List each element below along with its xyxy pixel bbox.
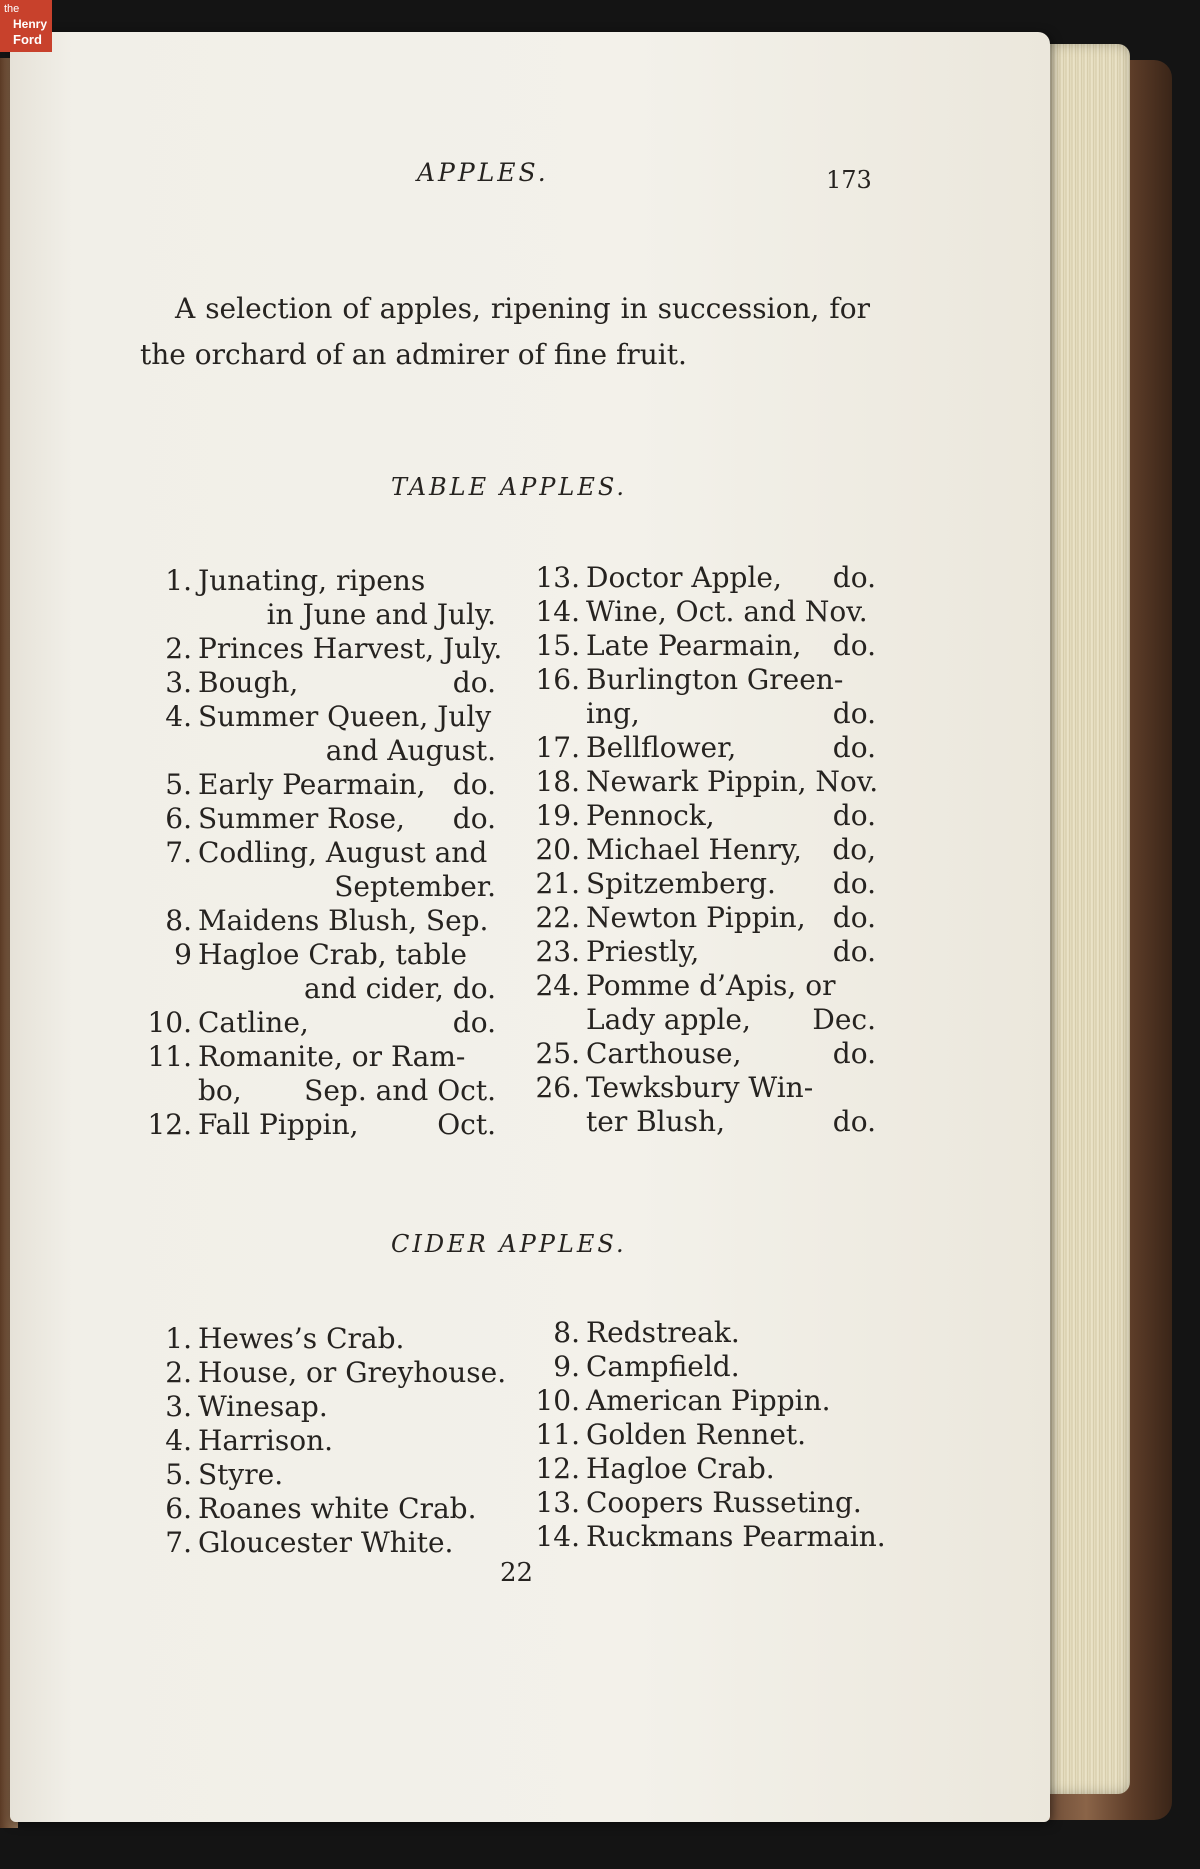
entry-number: 10.: [535, 1384, 580, 1417]
logo-ford: Ford: [13, 32, 42, 47]
entry-number: 26.: [535, 1071, 580, 1104]
list-item: [528, 1003, 876, 1037]
entry-right-text: do.: [832, 799, 876, 832]
entry-text: Golden Rennet.: [586, 1418, 807, 1451]
entry-number: 7.: [165, 1526, 192, 1559]
intro-line-1: A selection of apples, ripening in succession, for: [175, 292, 870, 325]
list-item: [140, 598, 496, 632]
list-item: [140, 836, 496, 870]
entry-number: 3.: [165, 1390, 192, 1423]
signature-mark: 22: [500, 1558, 534, 1588]
entry-text: Hagloe Crab.: [586, 1452, 775, 1485]
list-item: [140, 1006, 496, 1040]
entry-number: 2.: [165, 1356, 192, 1389]
list-item: [528, 595, 876, 629]
page-number: 173: [826, 166, 872, 194]
list-item: [140, 1108, 496, 1142]
entry-right-text: do.: [832, 629, 876, 662]
entry-right-text: do.: [832, 1037, 876, 1070]
entry-number: 16.: [535, 663, 580, 696]
entry-text: Bellflower,: [586, 731, 737, 764]
list-item: [528, 867, 876, 901]
entry-number: 4.: [165, 1424, 192, 1457]
entry-right-text: do.: [832, 731, 876, 764]
entry-number: 8.: [553, 1316, 580, 1349]
list-item: [528, 1452, 898, 1486]
entry-right-text: do.: [832, 867, 876, 900]
entry-number: 25.: [535, 1037, 580, 1070]
entry-number: 20.: [535, 833, 580, 866]
entry-text: Priestly,: [586, 935, 700, 968]
list-item: [140, 1074, 496, 1108]
list-item: [528, 901, 876, 935]
entry-text: Junating, ripens: [198, 564, 426, 597]
list-item: [140, 666, 496, 700]
list-item: [528, 1486, 898, 1520]
entry-text: Late Pearmain,: [586, 629, 802, 662]
entry-right-text: do.: [452, 802, 496, 835]
list-item: [140, 1322, 520, 1356]
entry-right-text: and cider, do.: [304, 972, 496, 1005]
entry-number: 14.: [535, 1520, 580, 1553]
logo-henry: Henry: [13, 17, 48, 31]
list-item: [528, 1316, 898, 1350]
list-item: [528, 663, 876, 697]
entry-text: Hagloe Crab, table: [198, 938, 467, 971]
intro-line-2: the orchard of an admirer of fine fruit.: [140, 338, 687, 371]
table-apples-right-column: [528, 561, 879, 1139]
entry-right-text: in June and July.: [266, 598, 496, 631]
list-item: [528, 765, 879, 799]
entry-number: 22.: [535, 901, 580, 934]
list-item: [140, 1390, 520, 1424]
cider-apples-heading: CIDER APPLES.: [391, 1230, 627, 1258]
entry-number: 19.: [535, 799, 580, 832]
entry-text: Catline,: [198, 1006, 309, 1039]
entry-text: Codling, August and: [198, 836, 488, 869]
list-item: [528, 629, 876, 663]
entry-text: Summer Rose,: [198, 802, 405, 835]
entry-number: 3.: [165, 666, 192, 699]
running-head: APPLES.: [417, 158, 549, 187]
list-item: [528, 833, 876, 867]
cider-apples-left-column: [140, 1322, 520, 1560]
list-item: [140, 1424, 520, 1458]
entry-number: 11.: [147, 1040, 192, 1073]
entry-text: Romanite, or Ram-: [198, 1040, 466, 1073]
entry-text: Harrison.: [198, 1424, 333, 1457]
list-item: [528, 1520, 898, 1554]
list-item: [140, 1492, 520, 1526]
list-item: [140, 870, 496, 904]
list-item: [528, 935, 876, 969]
entry-text: Maidens Blush, Sep.: [198, 904, 489, 937]
entry-number: 17.: [535, 731, 580, 764]
list-item: [528, 1350, 898, 1384]
entry-text: Coopers Russeting.: [586, 1486, 862, 1519]
entry-number: 15.: [535, 629, 580, 662]
entry-right-text: do.: [832, 561, 876, 594]
list-item: [528, 731, 876, 765]
list-item: [528, 799, 876, 833]
entry-text: Summer Queen, July: [198, 700, 492, 733]
list-item: [140, 734, 496, 768]
entry-right-text: do.: [832, 935, 876, 968]
entry-number: 24.: [535, 969, 580, 1002]
entry-right-text: Dec.: [812, 1003, 876, 1036]
entry-number: 21.: [535, 867, 580, 900]
entry-text: Gloucester White.: [198, 1526, 454, 1559]
entry-right-text: do.: [452, 666, 496, 699]
list-item: [140, 1458, 520, 1492]
entry-text: Michael Henry,: [586, 833, 802, 866]
list-item: [140, 904, 496, 938]
cider-apples-right-column: [528, 1316, 898, 1554]
entry-right-text: do.: [832, 901, 876, 934]
henry-ford-logo: [0, 0, 52, 52]
entry-text: ing,: [586, 697, 640, 730]
entry-right-text: do.: [452, 1006, 496, 1039]
entry-text: Carthouse,: [586, 1037, 742, 1070]
entry-text: House, or Greyhouse.: [198, 1356, 507, 1389]
entry-text: Roanes white Crab.: [198, 1492, 477, 1525]
list-item: [528, 697, 876, 731]
entry-right-text: and August.: [325, 734, 496, 767]
entry-number: 6.: [165, 1492, 192, 1525]
entry-number: 7.: [165, 836, 192, 869]
list-item: [140, 768, 496, 802]
table-apples-left-column: [140, 564, 503, 1142]
intro-paragraph: [140, 286, 870, 378]
entry-text: Burlington Green-: [586, 663, 844, 696]
entry-text: Early Pearmain,: [198, 768, 426, 801]
entry-right-text: do,: [832, 833, 876, 866]
list-item: [140, 1526, 520, 1560]
entry-text: Newton Pippin,: [586, 901, 806, 934]
list-item: [140, 700, 496, 734]
entry-right-text: do.: [452, 768, 496, 801]
entry-number: 4.: [165, 700, 192, 733]
entry-number: 13.: [535, 1486, 580, 1519]
entry-text: Bough,: [198, 666, 299, 699]
entry-text: Redstreak.: [586, 1316, 740, 1349]
entry-number: 10.: [147, 1006, 192, 1039]
entry-number: 12.: [147, 1108, 192, 1141]
entry-number: 9: [174, 938, 192, 971]
entry-text: Ruckmans Pearmain.: [586, 1520, 886, 1553]
entry-right-text: do.: [832, 697, 876, 730]
table-apples-heading: TABLE APPLES.: [391, 473, 628, 501]
entry-number: 6.: [165, 802, 192, 835]
entry-right-text: Oct.: [437, 1108, 496, 1141]
entry-text: ter Blush,: [586, 1105, 725, 1138]
list-item: [528, 1105, 876, 1139]
list-item: [528, 1037, 876, 1071]
list-item: [140, 972, 496, 1006]
entry-number: 5.: [165, 768, 192, 801]
entry-text: Winesap.: [198, 1390, 328, 1423]
entry-number: 5.: [165, 1458, 192, 1491]
entry-text: Newark Pippin, Nov.: [586, 765, 879, 798]
entry-number: 14.: [535, 595, 580, 628]
entry-text: Spitzemberg.: [586, 867, 776, 900]
list-item: [140, 1356, 520, 1390]
entry-text: Styre.: [198, 1458, 284, 1491]
list-item: [140, 938, 496, 972]
entry-number: 8.: [165, 904, 192, 937]
entry-right-text: do.: [832, 1105, 876, 1138]
entry-text: bo,: [198, 1074, 242, 1107]
page-fore-edge: [1040, 44, 1130, 1794]
entry-text: Pomme d’Apis, or: [586, 969, 836, 1002]
list-item: [140, 632, 503, 666]
entry-text: Tewksbury Win-: [586, 1071, 814, 1104]
list-item: [528, 1384, 898, 1418]
entry-text: Fall Pippin,: [198, 1108, 359, 1141]
entry-text: Pennock,: [586, 799, 715, 832]
entry-text: Hewes’s Crab.: [198, 1322, 405, 1355]
entry-text: Wine, Oct. and Nov.: [586, 595, 868, 628]
entry-number: 2.: [165, 632, 192, 665]
entry-text: Princes Harvest, July.: [198, 632, 503, 665]
entry-number: 13.: [535, 561, 580, 594]
entry-number: 18.: [535, 765, 580, 798]
list-item: [140, 564, 496, 598]
logo-the: the: [4, 3, 20, 15]
entry-text: American Pippin.: [586, 1384, 831, 1417]
entry-number: 9.: [553, 1350, 580, 1383]
list-item: [140, 1040, 496, 1074]
entry-right-text: Sep. and Oct.: [304, 1074, 496, 1107]
entry-number: 23.: [535, 935, 580, 968]
entry-number: 1.: [165, 564, 192, 597]
entry-number: 11.: [535, 1418, 580, 1451]
entry-right-text: September.: [334, 870, 496, 903]
list-item: [140, 802, 496, 836]
entry-text: Campfield.: [586, 1350, 740, 1383]
list-item: [528, 969, 876, 1003]
entry-number: 12.: [535, 1452, 580, 1485]
list-item: [528, 561, 876, 595]
entry-text: Lady apple,: [586, 1003, 751, 1036]
entry-text: Doctor Apple,: [586, 561, 782, 594]
entry-number: 1.: [165, 1322, 192, 1355]
list-item: [528, 1071, 876, 1105]
list-item: [528, 1418, 898, 1452]
